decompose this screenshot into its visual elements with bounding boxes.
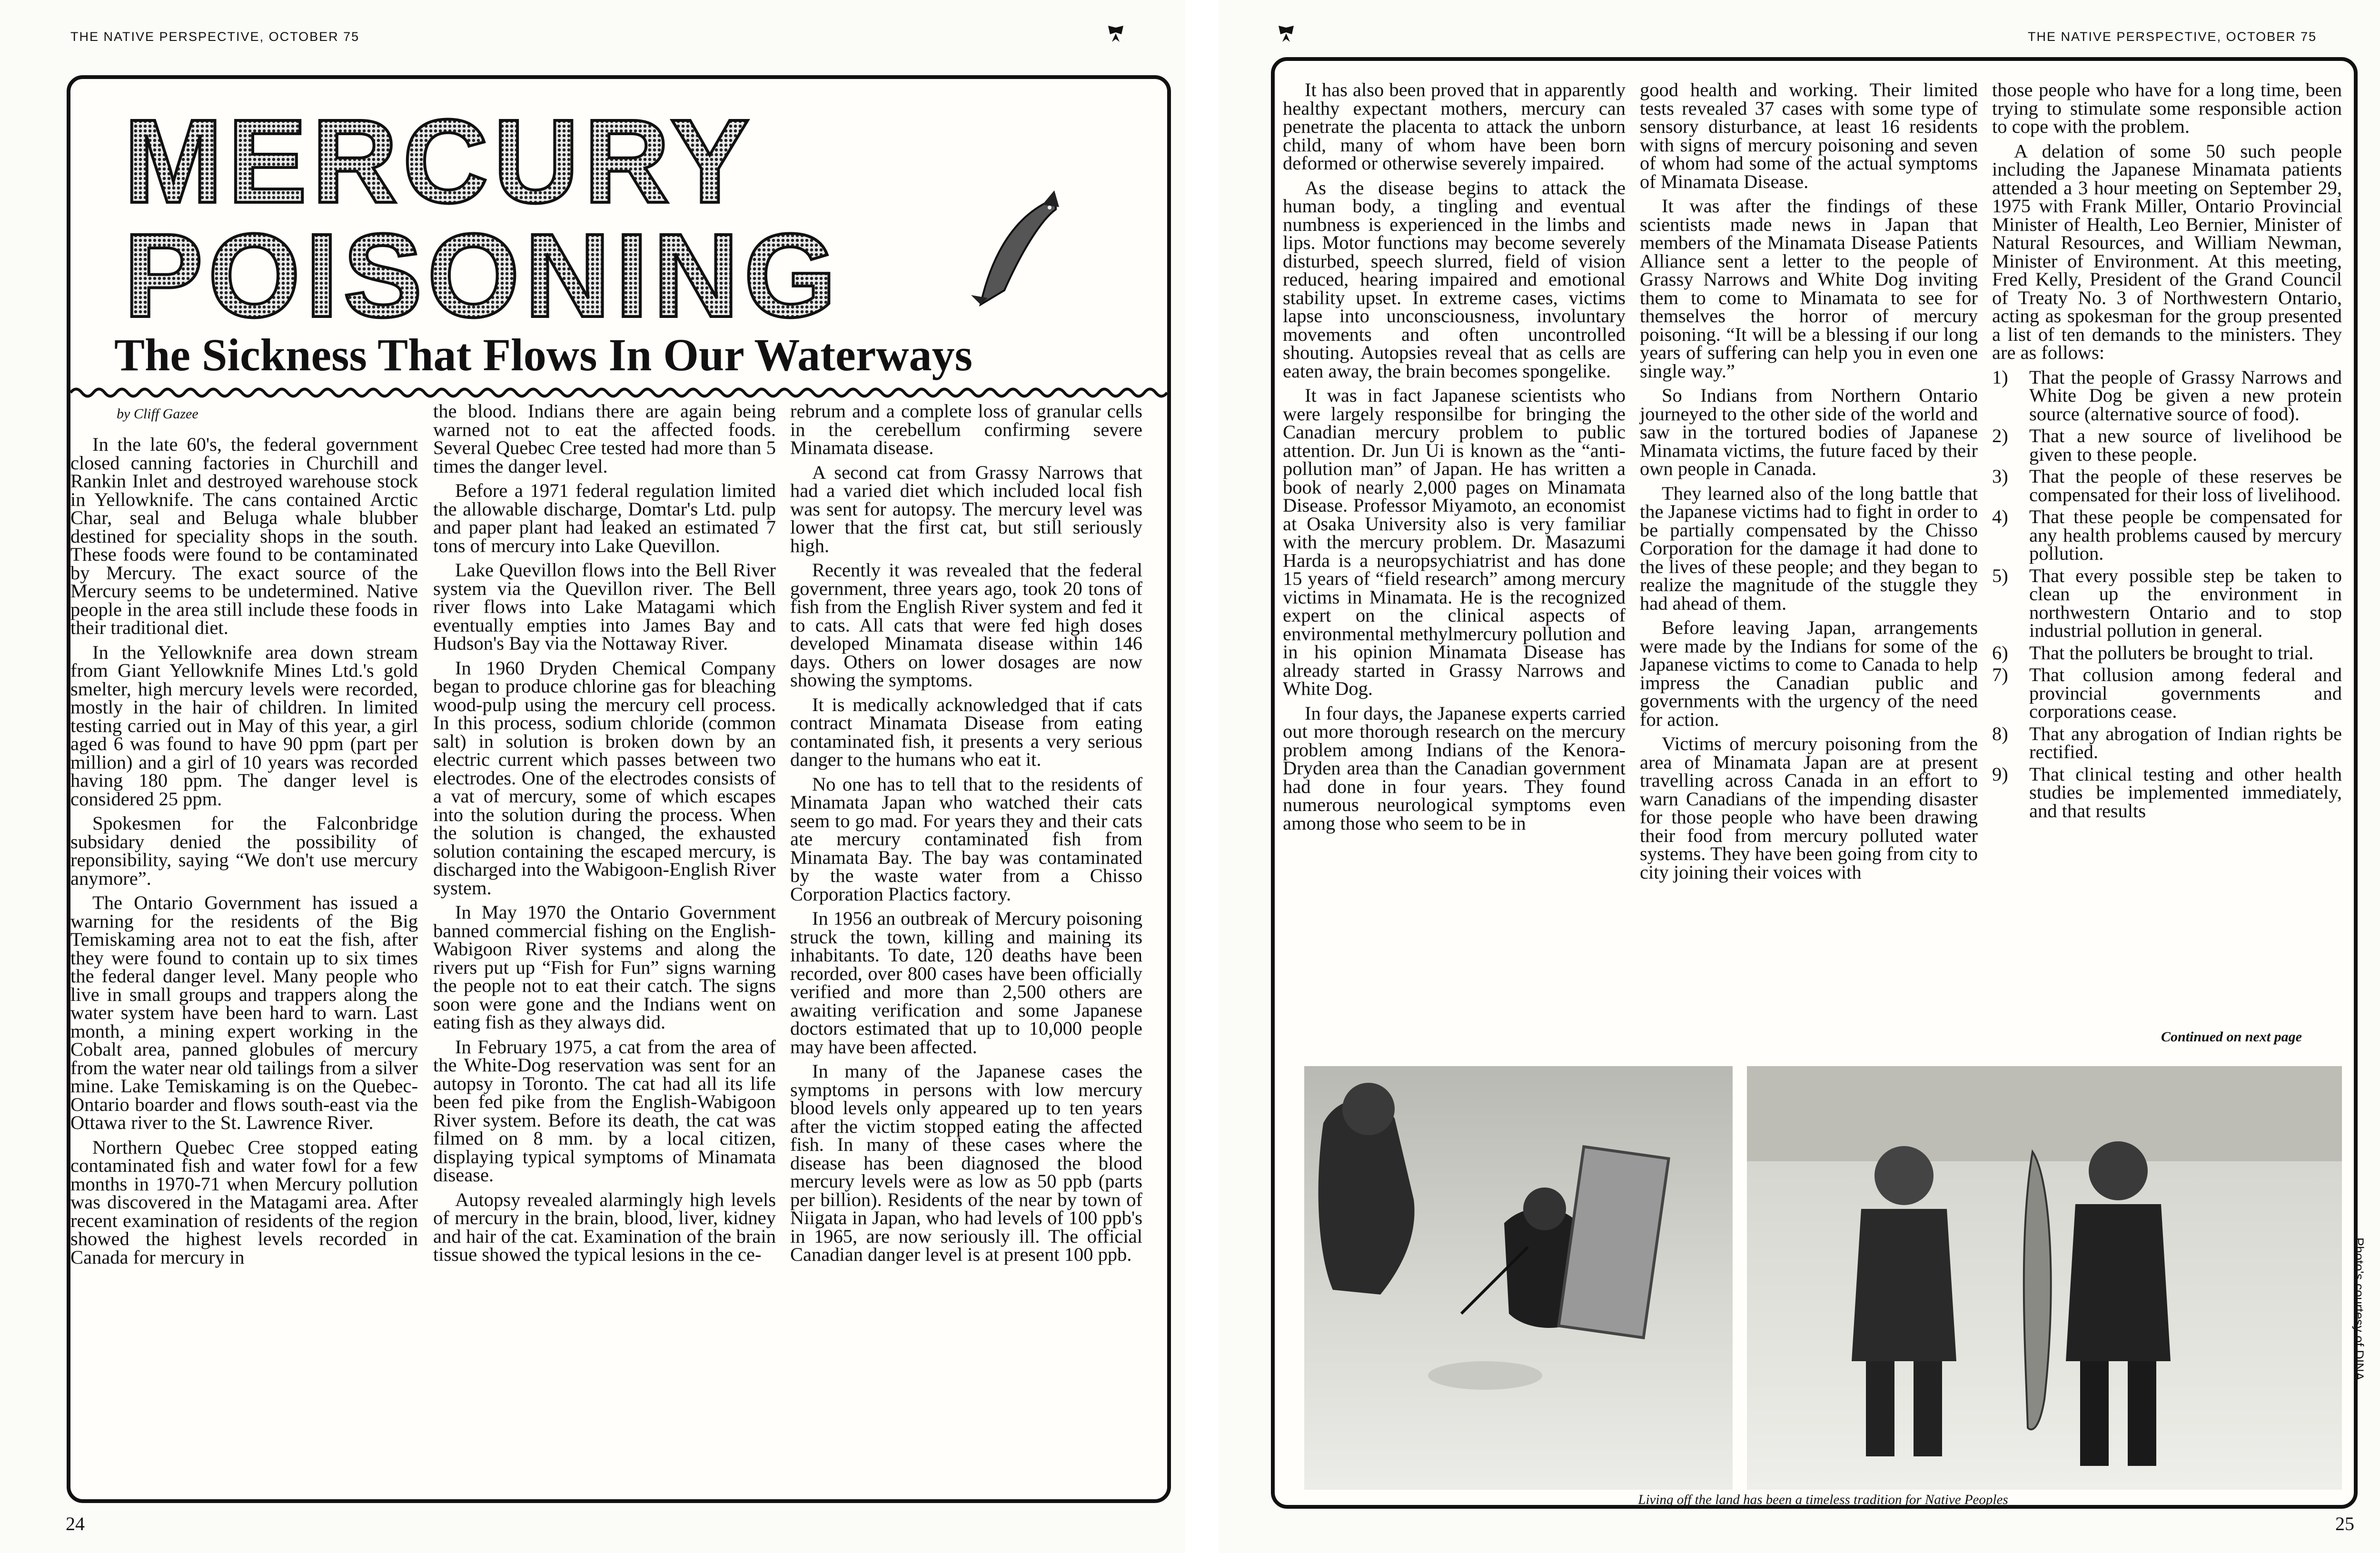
paragraph: In February 1975, a cat from the area of the White-Dog reservation was sent for an autopsy in Toronto. The cat had all its life been fed pike from the English-Wabigoon River system. Before its death, the cat was filmed on 8 mm. by a local citizen, displaying typical symptoms of Minamata disease.: [433, 1036, 776, 1186]
paragraph: Spokesmen for the Falconbridge subsidary denied the possibility of reponsibility, saying “We don't use mercury anymore”.: [70, 812, 418, 889]
emblem-icon: [1276, 25, 1297, 49]
demand-item: 2) That a new source of livelihood be given to these people.: [1992, 425, 2342, 465]
paragraph: It has also been proved that in apparently healthy expectant mothers, mercury can penetrate the placenta to attack the unborn child, many of whom have been born deformed or otherwise severely impaired.: [1283, 79, 1626, 174]
continued-note: Continued on next page: [2161, 1029, 2302, 1045]
paragraph: In the late 60's, the federal government closed canning factories in Churchill and Rankin Inlet and destroyed warehouse stock in Yellowknife. The cans contained Arctic Char, seal and Beluga whale blubber destined for speciality shops in the south. These foods were found to be contaminated by Mercury. The exact source of the Mercury seems to be undetermined. Native people in the area still include these foods in their traditional diet.: [70, 434, 418, 638]
title-line-1: MERCURY: [124, 105, 754, 228]
demand-item: 6) That the polluters be brought to trial.: [1992, 642, 2314, 663]
paragraph: In 1960 Dryden Chemical Company began to produce chlorine gas for bleaching wood-pulp using the mercury cell process. In this process, sodium chloride (common salt) in solution is broken down by an electric current which passes between two electrodes. One of the electrodes consists of a vat of mercury, some of which escapes into the solution during the process. When the solution is changed, the exhausted solution containing the escaped mercury, is discharged into the Wabigoon-English River system.: [433, 657, 776, 899]
paragraph: A delation of some 50 such people including the Japanese Minamata patients attended a 3 hour meeting on September 29, 1975 with Frank Miller, Ontario Provincial Minister of Health, Leo Bernier, Minister of Natural Resources, and William Newman, Minister of Environment. At this meeting, Fred Kelly, President of the Grand Council of Treaty No. 3 of Northwestern Ontario, acting as spokesman for the group presented a list of ten demands to the ministers. They are as follows:: [1992, 140, 2342, 363]
paragraph: good health and working. Their limited tests revealed 37 cases with some type of sensory disturbance, at least 16 residents with signs of mercury poisoning and seven of whom had some of the actual symptoms of Minamata Disease.: [1640, 79, 1978, 192]
paragraph: The Ontario Government has issued a warning for the residents of the Big Temiskaming area not to eat the fish, after they were found to contain up to six times the federal danger level. Many people who live in small groups and trappers along the water system have been hard to warn. Last month, a mining expert working in the Cobalt area, panned globules of mercury from the water near old tailings from a silver mine. Lake Temiskaming is on the Quebec-Ontario boarder and flows south-east via the Ottawa river to the St. Lawrence River.: [70, 892, 418, 1133]
photo-credit: Photo's courtesy of DINA: [2352, 1237, 2366, 1381]
paragraph: So Indians from Northern Ontario journeyed to the other side of the world and saw in the tortured bodies of Japanese Minamata victims, the future faced by their own people in Canada.: [1640, 385, 1978, 479]
left-column-3: [790, 402, 1142, 1270]
paragraph: the blood. Indians there are again being warned not to eat the affected foods. Several Quebec Cree tested had more than 5 times the danger level.: [433, 400, 776, 477]
paragraph: Victims of mercury poisoning from the area of Minamata Japan are at present travelling across Canada in an effort to warn Canadians of the impending disaster for those people who have been drawing their food from mercury polluted water systems. They have been going from city to city joining their voices with: [1640, 733, 1978, 883]
page-number: 25: [2335, 1513, 2354, 1534]
wave-divider: [70, 386, 1167, 402]
paragraph: Lake Quevillon flows into the Bell River system via the Quevillon river. The Bell river flows into Lake Matagami which eventually empties into James Bay and Hudson's Bay via the Nottaway River.: [433, 559, 776, 654]
paragraph: In four days, the Japanese experts carried out more thorough research on the mercury problem among Indians of the Kenora-Dryden area than the Canadian government had done in four years. They found numerous neurological symptoms even among those who seem to be in: [1283, 702, 1626, 834]
demand-item: 4) That these people be compensated for any health problems caused by mercury pollution.: [1992, 506, 2342, 564]
running-header: THE NATIVE PERSPECTIVE, OCTOBER 75: [70, 30, 360, 44]
boys-illustration: [1747, 1066, 2342, 1490]
book-gutter: [1185, 0, 1219, 1553]
ice-fishing-illustration: [1304, 1066, 1733, 1490]
paragraph: It was after the findings of these scientists made news in Japan that members of the Minamata Disease Patients Alliance sent a letter to the people of Grassy Narrows and White Dog inviting them to come to Minamata to see for themselves the horror of mercury poisoning. “It will be a blessing if our long years of suffering can help you in even one single way.”: [1640, 195, 1978, 382]
title-halftone: [124, 105, 981, 328]
demand-item: 5) That every possible step be taken to clean up the environment in northwestern Ontario and to stop industrial pollution in general.: [1992, 564, 2342, 641]
byline: by Cliff Gazee: [117, 406, 198, 422]
left-column-2: [433, 402, 776, 1270]
paragraph: In the Yellowknife area down stream from Giant Yellowknife Mines Ltd.'s gold smelter, high mercury levels were recorded, mostly in the hair of children. In limited testing carried out in May of this year, a girl aged 6 was found to have 90 ppm (part per million) and a girl of 10 years was recorded having 180 ppm. The danger level is considered 25 ppm.: [70, 641, 418, 810]
paragraph: No one has to tell that to the residents of Minamata Japan who watched their cats seem to go mad. For years they and their cats ate mercury contaminated fish from Minamata Bay. The bay was contaminated by the waste water from a Chisso Corporation Plactics factory.: [790, 773, 1142, 905]
left-page: [0, 0, 1185, 1553]
paragraph: rebrum and a complete loss of granular cells in the cerebellum confirming severe Minamata disease.: [790, 400, 1142, 458]
demand-item: 3) That the people of these reserves be compensated for their loss of livelihood.: [1992, 465, 2342, 505]
paragraph: Autopsy revealed alarmingly high levels of mercury in the brain, blood, liver, kidney and hair of the cat. Examination of the brain tissue showed the typical lesions in the ce-: [433, 1188, 776, 1265]
photo-caption: Living off the land has been a timeless tradition for Native Peoples: [1638, 1492, 2008, 1507]
right-column-1: [1283, 81, 1626, 839]
paragraph: As the disease begins to attack the human body, a tingling and eventual numbness is experienced in the limbs and lips. Motor functions may become severely disturbed, speech slurred, field of vision reduced, hearing impaired and emotional stability upset. In extreme cases, victims lapse into unconsciousness, involuntary movements and often uncontrolled shouting. Autopsies reveal that as cells are eaten away, the brain becomes spongelike.: [1283, 177, 1626, 382]
demand-item: 8) That any abrogation of Indian rights be rectified.: [1992, 722, 2342, 762]
demand-item: 1) That the people of Grassy Narrows and White Dog be given a new protein source (alternative source of food).: [1992, 366, 2342, 425]
page-number: 24: [66, 1513, 85, 1534]
paragraph: In May 1970 the Ontario Government banned commercial fishing on the English-Wabigoon River systems and along the rivers put up “Fish for Fun” signs warning the people not to eat their catch. The signs soon were gone and the Indians went on eating fish as they always did.: [433, 901, 776, 1033]
paragraph: those people who have for a long time, been trying to stimulate some responsible action to cope with the problem.: [1992, 79, 2342, 137]
running-header: THE NATIVE PERSPECTIVE, OCTOBER 75: [2028, 30, 2317, 44]
paragraph: A second cat from Grassy Narrows that had a varied diet which included local fish was sent for autopsy. The mercury level was lower that the first cat, but still seriously high.: [790, 461, 1142, 556]
photo-boys-with-fish: [1747, 1066, 2342, 1490]
paragraph: Before a 1971 federal regulation limited the allowable discharge, Domtar's Ltd. pulp and paper plant had leaked an estimated 7 tons of mercury into Lake Quevillon.: [433, 480, 776, 556]
right-page: [1219, 0, 2380, 1553]
paragraph: Recently it was revealed that the federal government, three years ago, took 20 tons of fish from the English River system and fed it to cats. All cats that were fed high doses developed Minamata disease within 146 days. Others on lower dosages are now showing the symptoms.: [790, 559, 1142, 691]
paragraph: It was in fact Japanese scientists who were largely responsilbe for bringing the Canadian mercury problem to public attention. Dr. Jun Ui is known as the “anti-pollution man” of Japan. He has written a book of nearly 2,000 pages on Minamata Disease. Professor Miyamoto, an economist at Osaka University also is very familiar with the mercury problem. Dr. Masazumi Harda is a neuropsychiatrist and has done 15 years of “field research” among mercury victims in Minamata. He is the recognized expert on the clinical aspects of environmental methylmercury pollution and in his opinion Minamata Disease has already started in Grassy Narrows and White Dog.: [1283, 385, 1626, 699]
right-column-3: [1992, 81, 2342, 824]
article-subtitle: The Sickness That Flows In Our Waterways: [114, 329, 972, 380]
photo-ice-fishing: [1304, 1066, 1733, 1490]
right-column-2: [1640, 81, 1978, 888]
paragraph: Before leaving Japan, arrangements were made by the Indians for some of the Japanese victims to come to Canada to help impress the Canadian public and governments with the urgency of the need for action.: [1640, 617, 1978, 730]
title-block: [124, 105, 981, 328]
paragraph: They learned also of the long battle that the Japanese victims had to fight in order to be partially compensated by the Chisso Corporation for the damage it had done to the lives of these people; and they began to realize the magnitude of the stuggle they had ahead of them.: [1640, 482, 1978, 614]
paragraph: It is medically acknowledged that if cats contract Minamata Disease from eating contaminated fish, it presents a very serious danger to the humans who eat it.: [790, 693, 1142, 770]
paragraph: In 1956 an outbreak of Mercury poisoning struck the town, killing and maining its inhabitants. To date, 120 deaths have been recorded, over 800 cases have been officially verified and more than 2,500 others are awaiting verification and some Japanese doctors estimated that up to 10,000 people may have been affected.: [790, 908, 1142, 1058]
fish-icon: [971, 186, 1061, 312]
paragraph: In many of the Japanese cases the symptoms in persons with low mercury blood levels only appeared up to ten years after the victim stopped eating the affected fish. In many of these cases where the disease has been diagnosed the blood mercury levels were as low as 50 ppb (parts per billion). Residents of the near by town of Niigata in Japan, who had levels of 100 ppb's in 1965, are now seriously ill. The official Canadian danger level is at present 100 ppb.: [790, 1060, 1142, 1265]
left-column-1: [70, 435, 418, 1273]
paragraph: Northern Quebec Cree stopped eating contaminated fish and water fowl for a few months in 1970-71 when Mercury pollution was discovered in the Matagami area. After recent examination of residents of the region showed the highest levels recorded in Canada for mercury in: [70, 1136, 418, 1268]
demand-item: 9) That clinical testing and other health studies be implemented immediately, and that results: [1992, 763, 2342, 821]
emblem-icon: [1105, 25, 1126, 49]
title-line-2: POISONING: [124, 209, 841, 328]
demand-item: 7) That collusion among federal and provincial governments and corporations cease.: [1992, 664, 2342, 722]
